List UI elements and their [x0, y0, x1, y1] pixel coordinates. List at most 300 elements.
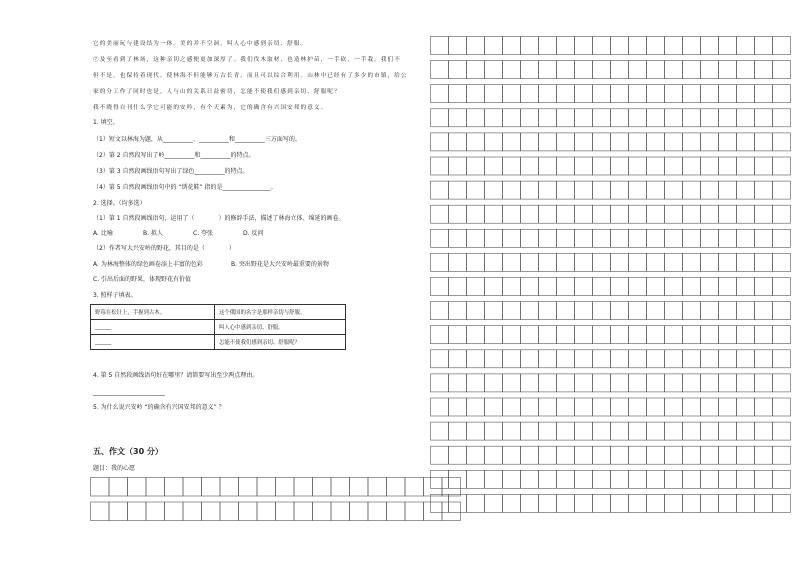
grid-cell[interactable] — [737, 157, 755, 175]
grid-cell[interactable] — [557, 37, 575, 55]
grid-cell[interactable] — [521, 61, 539, 79]
grid-cell[interactable] — [539, 470, 557, 488]
grid-cell[interactable] — [521, 37, 539, 55]
grid-cell[interactable] — [146, 478, 165, 497]
grid-cell[interactable] — [467, 133, 485, 151]
grid-cell[interactable] — [575, 374, 593, 392]
grid-cell[interactable] — [665, 157, 683, 175]
grid-cell[interactable] — [503, 470, 521, 488]
grid-cell[interactable] — [449, 253, 467, 271]
grid-cell[interactable] — [719, 350, 737, 368]
grid-cell[interactable] — [467, 181, 485, 199]
grid-cell[interactable] — [405, 478, 424, 497]
grid-cell[interactable] — [575, 109, 593, 127]
grid-cell[interactable] — [773, 446, 791, 464]
grid-cell[interactable] — [593, 422, 611, 440]
grid-cell[interactable] — [485, 398, 503, 416]
grid-cell[interactable] — [557, 422, 575, 440]
grid-cell[interactable] — [719, 229, 737, 247]
grid-cell[interactable] — [503, 229, 521, 247]
grid-cell[interactable] — [629, 37, 647, 55]
grid-cell[interactable] — [449, 470, 467, 488]
grid-cell[interactable] — [701, 157, 719, 175]
grid-cell[interactable] — [665, 85, 683, 103]
grid-cell[interactable] — [183, 478, 202, 497]
grid-cell[interactable] — [431, 181, 449, 199]
grid-cell[interactable] — [719, 326, 737, 344]
grid-cell[interactable] — [431, 446, 449, 464]
grid-cell[interactable] — [683, 302, 701, 320]
grid-cell[interactable] — [431, 61, 449, 79]
grid-cell[interactable] — [629, 229, 647, 247]
grid-cell[interactable] — [629, 302, 647, 320]
grid-cell[interactable] — [737, 253, 755, 271]
grid-cell[interactable] — [467, 494, 485, 512]
grid-cell[interactable] — [557, 494, 575, 512]
grid-cell[interactable] — [539, 398, 557, 416]
grid-cell[interactable] — [755, 470, 773, 488]
grid-cell[interactable] — [467, 422, 485, 440]
grid-cell[interactable] — [665, 350, 683, 368]
grid-cell[interactable] — [701, 422, 719, 440]
grid-cell[interactable] — [431, 109, 449, 127]
grid-cell[interactable] — [109, 478, 128, 497]
grid-cell[interactable] — [557, 109, 575, 127]
grid-cell[interactable] — [575, 181, 593, 199]
grid-cell[interactable] — [387, 478, 406, 497]
grid-cell[interactable] — [701, 253, 719, 271]
grid-cell[interactable] — [755, 133, 773, 151]
grid-cell[interactable] — [737, 205, 755, 223]
grid-cell[interactable] — [449, 494, 467, 512]
grid-cell[interactable] — [467, 278, 485, 296]
grid-cell[interactable] — [165, 478, 184, 497]
grid-cell[interactable] — [239, 502, 258, 521]
grid-cell[interactable] — [539, 374, 557, 392]
grid-cell[interactable] — [611, 278, 629, 296]
grid-cell[interactable] — [593, 446, 611, 464]
grid-cell[interactable] — [647, 470, 665, 488]
grid-cell[interactable] — [593, 61, 611, 79]
grid-cell[interactable] — [611, 494, 629, 512]
grid-cell[interactable] — [737, 398, 755, 416]
grid-cell[interactable] — [557, 181, 575, 199]
grid-cell[interactable] — [737, 37, 755, 55]
grid-cell[interactable] — [665, 446, 683, 464]
grid-cell[interactable] — [467, 326, 485, 344]
grid-cell[interactable] — [701, 37, 719, 55]
grid-cell[interactable] — [485, 470, 503, 488]
grid-cell[interactable] — [503, 374, 521, 392]
grid-cell[interactable] — [257, 478, 276, 497]
grid-cell[interactable] — [467, 398, 485, 416]
grid-cell[interactable] — [431, 326, 449, 344]
grid-cell[interactable] — [683, 494, 701, 512]
grid-cell[interactable] — [719, 85, 737, 103]
grid-cell[interactable] — [611, 109, 629, 127]
grid-cell[interactable] — [431, 229, 449, 247]
grid-cell[interactable] — [665, 61, 683, 79]
grid-cell[interactable] — [431, 205, 449, 223]
grid-cell[interactable] — [701, 326, 719, 344]
grid-cell[interactable] — [575, 229, 593, 247]
grid-cell[interactable] — [557, 374, 575, 392]
grid-cell[interactable] — [719, 253, 737, 271]
grid-cell[interactable] — [755, 61, 773, 79]
grid-cell[interactable] — [773, 494, 791, 512]
grid-cell[interactable] — [629, 133, 647, 151]
grid-cell[interactable] — [593, 350, 611, 368]
grid-cell[interactable] — [701, 85, 719, 103]
grid-cell[interactable] — [737, 422, 755, 440]
grid-cell[interactable] — [647, 278, 665, 296]
grid-cell[interactable] — [665, 374, 683, 392]
grid-cell[interactable] — [276, 478, 295, 497]
grid-cell[interactable] — [683, 181, 701, 199]
grid-cell[interactable] — [701, 302, 719, 320]
grid-cell[interactable] — [503, 494, 521, 512]
grid-cell[interactable] — [575, 302, 593, 320]
grid-cell[interactable] — [128, 502, 147, 521]
grid-cell[interactable] — [647, 181, 665, 199]
grid-cell[interactable] — [431, 350, 449, 368]
grid-cell[interactable] — [202, 502, 221, 521]
grid-cell[interactable] — [611, 85, 629, 103]
grid-cell[interactable] — [575, 61, 593, 79]
grid-cell[interactable] — [449, 398, 467, 416]
grid-cell[interactable] — [755, 398, 773, 416]
grid-cell[interactable] — [737, 374, 755, 392]
grid-cell[interactable] — [575, 253, 593, 271]
grid-cell[interactable] — [773, 350, 791, 368]
grid-cell[interactable] — [647, 422, 665, 440]
grid-cell[interactable] — [183, 502, 202, 521]
grid-cell[interactable] — [611, 205, 629, 223]
grid-cell[interactable] — [701, 446, 719, 464]
grid-cell[interactable] — [647, 229, 665, 247]
grid-cell[interactable] — [737, 350, 755, 368]
grid-cell[interactable] — [755, 278, 773, 296]
grid-cell[interactable] — [431, 494, 449, 512]
grid-cell[interactable] — [719, 446, 737, 464]
grid-cell[interactable] — [773, 85, 791, 103]
grid-cell[interactable] — [629, 446, 647, 464]
grid-cell[interactable] — [521, 253, 539, 271]
grid-cell[interactable] — [701, 278, 719, 296]
grid-cell[interactable] — [539, 205, 557, 223]
grid-cell[interactable] — [521, 157, 539, 175]
grid-cell[interactable] — [521, 133, 539, 151]
grid-cell[interactable] — [485, 278, 503, 296]
grid-cell[interactable] — [683, 326, 701, 344]
grid-cell[interactable] — [593, 302, 611, 320]
grid-cell[interactable] — [755, 326, 773, 344]
grid-cell[interactable] — [109, 502, 128, 521]
grid-cell[interactable] — [503, 37, 521, 55]
grid-cell[interactable] — [485, 446, 503, 464]
grid-cell[interactable] — [683, 278, 701, 296]
grid-cell[interactable] — [773, 229, 791, 247]
grid-cell[interactable] — [737, 326, 755, 344]
grid-cell[interactable] — [719, 470, 737, 488]
grid-cell[interactable] — [467, 109, 485, 127]
grid-cell[interactable] — [331, 478, 350, 497]
grid-cell[interactable] — [755, 109, 773, 127]
grid-cell[interactable] — [575, 278, 593, 296]
grid-cell[interactable] — [665, 253, 683, 271]
grid-cell[interactable] — [575, 398, 593, 416]
grid-cell[interactable] — [665, 470, 683, 488]
grid-cell[interactable] — [539, 350, 557, 368]
grid-cell[interactable] — [485, 61, 503, 79]
grid-cell[interactable] — [539, 253, 557, 271]
grid-cell[interactable] — [503, 398, 521, 416]
grid-cell[interactable] — [557, 278, 575, 296]
grid-cell[interactable] — [593, 470, 611, 488]
grid-cell[interactable] — [449, 229, 467, 247]
grid-cell[interactable] — [449, 350, 467, 368]
grid-cell[interactable] — [449, 133, 467, 151]
grid-cell[interactable] — [575, 205, 593, 223]
grid-cell[interactable] — [368, 478, 387, 497]
grid-cell[interactable] — [683, 133, 701, 151]
grid-cell[interactable] — [539, 302, 557, 320]
grid-cell[interactable] — [521, 374, 539, 392]
grid-cell[interactable] — [719, 37, 737, 55]
grid-cell[interactable] — [665, 181, 683, 199]
grid-cell[interactable] — [737, 133, 755, 151]
grid-cell[interactable] — [503, 61, 521, 79]
grid-cell[interactable] — [683, 446, 701, 464]
grid-cell[interactable] — [521, 326, 539, 344]
grid-cell[interactable] — [521, 302, 539, 320]
grid-cell[interactable] — [557, 205, 575, 223]
grid-cell[interactable] — [467, 37, 485, 55]
grid-cell[interactable] — [485, 422, 503, 440]
grid-cell[interactable] — [467, 446, 485, 464]
grid-cell[interactable] — [647, 302, 665, 320]
grid-cell[interactable] — [593, 109, 611, 127]
grid-cell[interactable] — [629, 470, 647, 488]
grid-cell[interactable] — [449, 326, 467, 344]
grid-cell[interactable] — [701, 181, 719, 199]
grid-cell[interactable] — [431, 398, 449, 416]
grid-cell[interactable] — [575, 85, 593, 103]
grid-cell[interactable] — [719, 398, 737, 416]
grid-cell[interactable] — [467, 229, 485, 247]
grid-cell[interactable] — [503, 326, 521, 344]
grid-cell[interactable] — [557, 470, 575, 488]
grid-cell[interactable] — [755, 350, 773, 368]
grid-cell[interactable] — [521, 229, 539, 247]
grid-cell[interactable] — [431, 37, 449, 55]
grid-cell[interactable] — [755, 253, 773, 271]
grid-cell[interactable] — [539, 278, 557, 296]
grid-cell[interactable] — [647, 253, 665, 271]
grid-cell[interactable] — [521, 494, 539, 512]
grid-cell[interactable] — [467, 61, 485, 79]
grid-cell[interactable] — [647, 350, 665, 368]
grid-cell[interactable] — [257, 502, 276, 521]
grid-cell[interactable] — [701, 350, 719, 368]
grid-cell[interactable] — [611, 446, 629, 464]
grid-cell[interactable] — [575, 133, 593, 151]
grid-cell[interactable] — [683, 470, 701, 488]
grid-cell[interactable] — [611, 157, 629, 175]
grid-cell[interactable] — [683, 422, 701, 440]
grid-cell[interactable] — [503, 109, 521, 127]
grid-cell[interactable] — [593, 374, 611, 392]
grid-cell[interactable] — [521, 278, 539, 296]
grid-cell[interactable] — [220, 478, 239, 497]
grid-cell[interactable] — [467, 85, 485, 103]
grid-cell[interactable] — [91, 502, 110, 521]
grid-cell[interactable] — [773, 470, 791, 488]
grid-cell[interactable] — [467, 157, 485, 175]
grid-cell[interactable] — [665, 37, 683, 55]
grid-cell[interactable] — [647, 109, 665, 127]
grid-cell[interactable] — [737, 61, 755, 79]
grid-cell[interactable] — [539, 85, 557, 103]
grid-cell[interactable] — [431, 133, 449, 151]
grid-cell[interactable] — [467, 374, 485, 392]
grid-cell[interactable] — [701, 470, 719, 488]
grid-cell[interactable] — [449, 181, 467, 199]
grid-cell[interactable] — [683, 85, 701, 103]
grid-cell[interactable] — [683, 37, 701, 55]
grid-cell[interactable] — [647, 37, 665, 55]
grid-cell[interactable] — [575, 422, 593, 440]
grid-cell[interactable] — [611, 253, 629, 271]
grid-cell[interactable] — [611, 422, 629, 440]
grid-cell[interactable] — [449, 109, 467, 127]
grid-cell[interactable] — [539, 61, 557, 79]
grid-cell[interactable] — [683, 253, 701, 271]
grid-cell[interactable] — [557, 446, 575, 464]
grid-cell[interactable] — [449, 37, 467, 55]
grid-cell[interactable] — [611, 229, 629, 247]
grid-cell[interactable] — [629, 157, 647, 175]
grid-cell[interactable] — [755, 374, 773, 392]
grid-cell[interactable] — [629, 494, 647, 512]
grid-cell[interactable] — [665, 422, 683, 440]
grid-cell[interactable] — [737, 181, 755, 199]
grid-cell[interactable] — [773, 253, 791, 271]
grid-cell[interactable] — [503, 302, 521, 320]
grid-cell[interactable] — [683, 61, 701, 79]
grid-cell[interactable] — [503, 253, 521, 271]
grid-cell[interactable] — [719, 302, 737, 320]
grid-cell[interactable] — [449, 422, 467, 440]
grid-cell[interactable] — [449, 278, 467, 296]
grid-cell[interactable] — [503, 446, 521, 464]
grid-cell[interactable] — [683, 374, 701, 392]
grid-cell[interactable] — [557, 133, 575, 151]
grid-cell[interactable] — [755, 422, 773, 440]
grid-cell[interactable] — [521, 205, 539, 223]
grid-cell[interactable] — [485, 181, 503, 199]
grid-cell[interactable] — [611, 302, 629, 320]
grid-cell[interactable] — [350, 502, 369, 521]
grid-cell[interactable] — [647, 446, 665, 464]
grid-cell[interactable] — [313, 502, 332, 521]
grid-cell[interactable] — [629, 109, 647, 127]
grid-cell[interactable] — [575, 326, 593, 344]
grid-cell[interactable] — [467, 470, 485, 488]
grid-cell[interactable] — [593, 494, 611, 512]
grid-cell[interactable] — [719, 61, 737, 79]
grid-cell[interactable] — [387, 502, 406, 521]
grid-cell[interactable] — [503, 85, 521, 103]
grid-cell[interactable] — [449, 302, 467, 320]
grid-cell[interactable] — [593, 398, 611, 416]
grid-cell[interactable] — [683, 205, 701, 223]
grid-cell[interactable] — [539, 229, 557, 247]
grid-cell[interactable] — [593, 181, 611, 199]
grid-cell[interactable] — [593, 85, 611, 103]
grid-cell[interactable] — [449, 157, 467, 175]
grid-cell[interactable] — [773, 374, 791, 392]
grid-cell[interactable] — [593, 278, 611, 296]
grid-cell[interactable] — [539, 446, 557, 464]
grid-cell[interactable] — [611, 470, 629, 488]
grid-cell[interactable] — [629, 350, 647, 368]
grid-cell[interactable] — [503, 350, 521, 368]
grid-cell[interactable] — [294, 502, 313, 521]
grid-cell[interactable] — [611, 350, 629, 368]
grid-cell[interactable] — [431, 157, 449, 175]
grid-cell[interactable] — [431, 374, 449, 392]
grid-cell[interactable] — [737, 229, 755, 247]
grid-cell[interactable] — [701, 133, 719, 151]
grid-cell[interactable] — [647, 326, 665, 344]
grid-cell[interactable] — [593, 205, 611, 223]
grid-cell[interactable] — [629, 422, 647, 440]
grid-cell[interactable] — [593, 253, 611, 271]
grid-cell[interactable] — [755, 85, 773, 103]
grid-cell[interactable] — [719, 181, 737, 199]
grid-cell[interactable] — [719, 494, 737, 512]
grid-cell[interactable] — [611, 37, 629, 55]
grid-cell[interactable] — [755, 229, 773, 247]
grid-cell[interactable] — [539, 133, 557, 151]
grid-cell[interactable] — [467, 205, 485, 223]
grid-cell[interactable] — [521, 470, 539, 488]
grid-cell[interactable] — [557, 302, 575, 320]
grid-cell[interactable] — [611, 61, 629, 79]
grid-cell[interactable] — [647, 85, 665, 103]
grid-cell[interactable] — [665, 109, 683, 127]
grid-cell[interactable] — [629, 205, 647, 223]
grid-cell[interactable] — [521, 350, 539, 368]
grid-cell[interactable] — [737, 470, 755, 488]
grid-cell[interactable] — [557, 253, 575, 271]
grid-cell[interactable] — [647, 157, 665, 175]
grid-cell[interactable] — [701, 205, 719, 223]
grid-cell[interactable] — [647, 133, 665, 151]
grid-cell[interactable] — [521, 85, 539, 103]
grid-cell[interactable] — [485, 253, 503, 271]
grid-cell[interactable] — [276, 502, 295, 521]
grid-cell[interactable] — [521, 398, 539, 416]
grid-cell[interactable] — [431, 253, 449, 271]
grid-cell[interactable] — [701, 494, 719, 512]
grid-cell[interactable] — [539, 422, 557, 440]
grid-cell[interactable] — [773, 326, 791, 344]
grid-cell[interactable] — [431, 422, 449, 440]
grid-cell[interactable] — [431, 470, 449, 488]
grid-cell[interactable] — [611, 398, 629, 416]
